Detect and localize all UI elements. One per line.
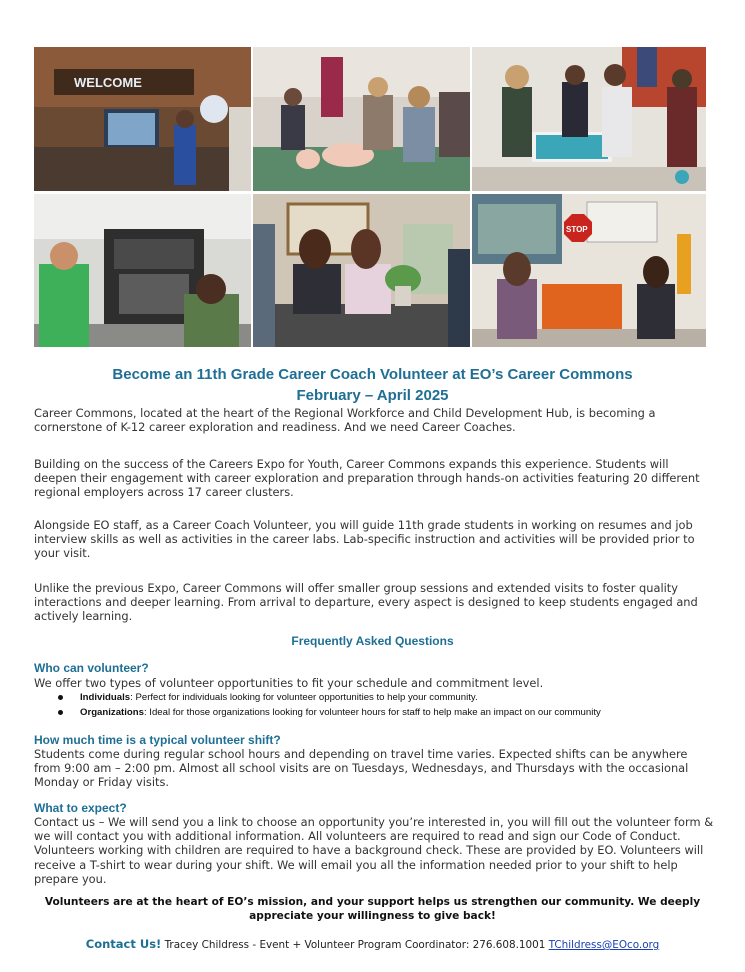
- page-title: Become an 11th Grade Career Coach Volunteer at EO’s Career Commons: [112, 366, 633, 383]
- photo-stop-sign-lab: [472, 194, 706, 347]
- contact-email-link[interactable]: TChildress@EOco.org: [548, 939, 660, 951]
- photo-students-desk: [253, 194, 470, 347]
- intro-paragraph-4: Unlike the previous Expo, Career Commons will offer smaller group sessions and extended visits to foster quality interactions and deeper learning. From arrival to departure, every aspect is designed to keep students engaged and actively learning.: [34, 581, 698, 624]
- photo-vr-station: [34, 47, 251, 191]
- date-range: February – April 2025: [296, 387, 449, 404]
- closing-statement: Volunteers are at the heart of EO’s mission, and your support helps us strengthen our community. We deeply appreciate your willingness to give back!: [44, 896, 701, 922]
- bullet-text: : Ideal for those organizations looking for volunteer hours for staff to help make an impact on our community: [143, 707, 601, 718]
- photo-vehicle-lab: [34, 194, 251, 347]
- welcome-sign-text: WELCOME: [74, 75, 142, 90]
- faq-answer-who: We offer two types of volunteer opportunities to fit your schedule and commitment level.: [34, 676, 544, 690]
- stop-sign-text: STOP: [566, 225, 588, 234]
- intro-paragraph-3: Alongside EO staff, as a Career Coach Volunteer, you will guide 11th grade students in working on resumes and job interview skills as well as activities in the career labs. Lab-specific instruction and activities will be provided prior to your visit.: [34, 518, 695, 561]
- list-item: [58, 690, 601, 705]
- faq-answer-shift: Students come during regular school hours and depending on travel time varies. Expected shifts can be anywhere from 9:00 am – 2:00 pm. Almost all school visits are on Tuesdays, Wednesdays, and Thursdays with the occasional Monday or Friday visits.: [34, 747, 689, 790]
- photo-collage: [34, 47, 706, 348]
- contact-details: Tracey Childress - Event + Volunteer Program Coordinator: 276.608.1001: [161, 939, 549, 951]
- bullet-icon: [58, 710, 63, 715]
- faq-question-who: Who can volunteer?: [34, 661, 149, 675]
- photo-cpr-training: [253, 47, 470, 191]
- volunteer-type-list: [58, 690, 601, 720]
- faq-answer-expect: Contact us – We will send you a link to choose an opportunity you’re interested in, you will fill out the volunteer form & we will contact you with additional information. All volunteers are required to read and sign our Code of Conduct. Volunteers working with children are required to have a background check. These are provided by EO. Volunteers will receive a T-shirt to wear during your shift. We will email you all the information needed prior to your shift to help prepare you.: [34, 815, 714, 886]
- contact-line: [0, 937, 745, 951]
- bullet-icon: [58, 695, 63, 700]
- faq-heading: Frequently Asked Questions: [291, 634, 454, 648]
- list-item: [58, 705, 601, 720]
- intro-paragraph-1: Career Commons, located at the heart of the Regional Workforce and Child Development Hub, is becoming a cornerstone of K-12 career exploration and readiness. And we need Career Coaches.: [34, 406, 656, 435]
- faq-question-expect: What to expect?: [34, 801, 127, 815]
- contact-lead: Contact Us!: [85, 937, 162, 951]
- photo-table-exhibit: [472, 47, 706, 191]
- bullet-term: Individuals: [80, 692, 131, 703]
- faq-question-shift: How much time is a typical volunteer shift?: [34, 733, 281, 747]
- intro-paragraph-2: Building on the success of the Careers Expo for Youth, Career Commons expands this experience. Students will deepen their engagement with career exploration and preparation through hands-on activities featuring 20 different regional employers across 17 career clusters.: [34, 457, 700, 500]
- bullet-term: Organizations: [80, 707, 144, 718]
- bullet-text: : Perfect for individuals looking for volunteer opportunities to help your community.: [130, 692, 478, 703]
